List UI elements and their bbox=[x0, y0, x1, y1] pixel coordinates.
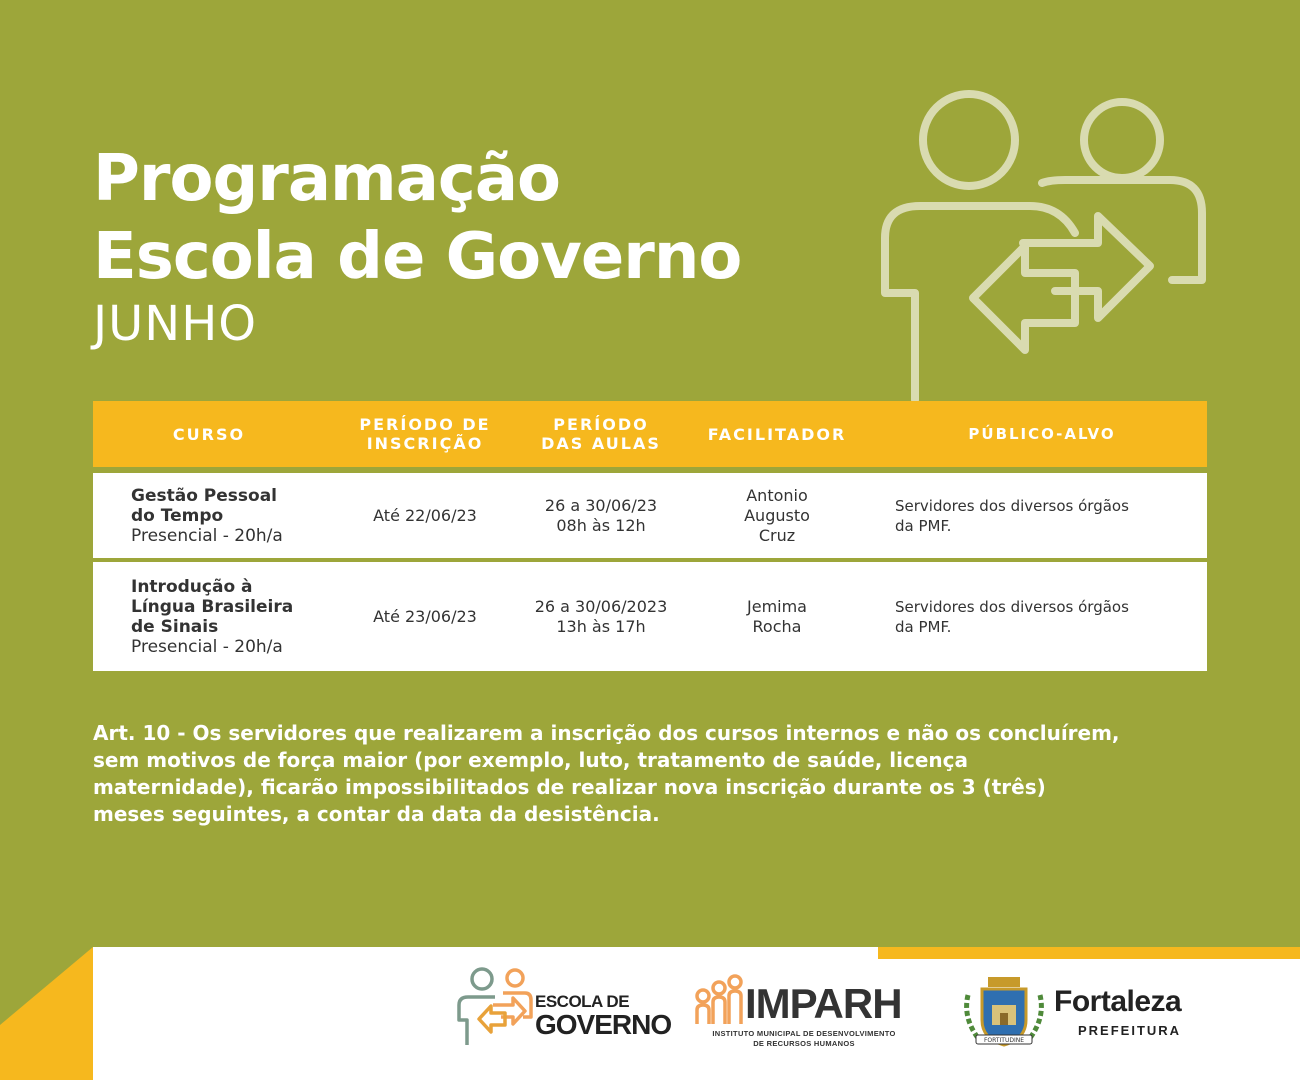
publico-line: da PMF. bbox=[895, 516, 952, 535]
footer-accent-stripe bbox=[878, 947, 1300, 959]
page-title bbox=[93, 140, 741, 296]
facilitador-line: Rocha bbox=[752, 616, 802, 636]
course-cell bbox=[93, 577, 325, 657]
column-header-inscricao bbox=[325, 415, 525, 453]
title-line-2: Escola de Governo bbox=[93, 220, 742, 294]
aulas-hours: 13h às 17h bbox=[556, 616, 646, 636]
column-header-aulas bbox=[525, 415, 677, 453]
month-label: JUNHO bbox=[93, 296, 258, 352]
imparh-logo-subtitle bbox=[693, 1029, 915, 1049]
column-header-inscricao-line-2: INSCRIÇÃO bbox=[366, 434, 484, 453]
imparh-sub-line-2: DE RECURSOS HUMANOS bbox=[753, 1039, 855, 1048]
article-line: maternidade), ficarão impossibilitados de realizar nova inscrição durante os 3 (três) bbox=[93, 775, 1046, 799]
course-name-line: Língua Brasileira bbox=[131, 596, 294, 617]
facilitador-line: Augusto bbox=[744, 505, 810, 525]
publico-cell bbox=[877, 496, 1207, 536]
aulas-cell bbox=[525, 496, 677, 536]
fortaleza-logo-name: Fortaleza bbox=[1054, 985, 1182, 1018]
column-header-inscricao-line-1: PERÍODO DE bbox=[359, 415, 491, 434]
publico-cell bbox=[877, 597, 1207, 637]
table-row bbox=[93, 473, 1207, 558]
publico-line: Servidores dos diversos órgãos bbox=[895, 496, 1129, 515]
course-cell bbox=[93, 486, 325, 546]
aulas-cell bbox=[525, 597, 677, 637]
fortaleza-prefeitura-logo bbox=[960, 975, 1210, 1050]
inscricao-cell: Até 22/06/23 bbox=[373, 505, 477, 525]
escola-logo-line-1: ESCOLA DE bbox=[535, 992, 630, 1011]
course-mode: Presencial - 20h/a bbox=[131, 636, 283, 657]
schedule-table bbox=[93, 401, 1207, 671]
prefeitura-logo-subtitle: PREFEITURA bbox=[1078, 1023, 1182, 1038]
imparh-logo bbox=[693, 972, 915, 1052]
table-row bbox=[93, 562, 1207, 671]
aulas-hours: 08h às 12h bbox=[556, 515, 646, 535]
column-header-aulas-line-2: DAS AULAS bbox=[541, 434, 661, 453]
inscricao-cell: Até 23/06/23 bbox=[373, 606, 477, 626]
article-line: meses seguintes, a contar da data da desistência. bbox=[93, 802, 660, 826]
imparh-people-icon bbox=[693, 974, 745, 1029]
people-exchange-icon bbox=[860, 88, 1220, 408]
fortaleza-seal-icon bbox=[960, 975, 1048, 1050]
course-name-line: Gestão Pessoal bbox=[131, 485, 278, 506]
facilitador-line: Antonio bbox=[746, 485, 808, 505]
course-name-line: Introdução à bbox=[131, 576, 253, 597]
corner-triangle-decoration bbox=[0, 947, 93, 1080]
aulas-dates: 26 a 30/06/2023 bbox=[534, 596, 668, 616]
escola-de-governo-logo bbox=[455, 965, 672, 1050]
escola-logo-text bbox=[535, 993, 671, 1039]
column-header-aulas-line-1: PERÍODO bbox=[553, 415, 649, 434]
publico-line: Servidores dos diversos órgãos bbox=[895, 597, 1129, 616]
course-name-line: do Tempo bbox=[131, 505, 224, 526]
column-header-facilitador: FACILITADOR bbox=[707, 424, 847, 444]
table-header bbox=[93, 401, 1207, 467]
imparh-logo-name: IMPARH bbox=[745, 980, 902, 1027]
publico-line: da PMF. bbox=[895, 617, 952, 636]
facilitador-line: Cruz bbox=[758, 525, 796, 545]
aulas-dates: 26 a 30/06/23 bbox=[544, 495, 658, 515]
escola-logo-line-2: GOVERNO bbox=[535, 1009, 672, 1040]
column-header-publico: PÚBLICO-ALVO bbox=[968, 424, 1116, 443]
course-name-line: de Sinais bbox=[131, 616, 219, 637]
imparh-sub-line-1: INSTITUTO MUNICIPAL DE DESENVOLVIMENTO bbox=[712, 1029, 896, 1038]
course-mode: Presencial - 20h/a bbox=[131, 525, 283, 546]
facilitador-cell bbox=[677, 486, 877, 546]
facilitador-line: Jemima bbox=[747, 596, 807, 616]
article-line: Art. 10 - Os servidores que realizarem a inscrição dos cursos internos e não os concluírem, bbox=[93, 721, 1120, 745]
seal-motto: FORTITUDINE bbox=[983, 1037, 1025, 1044]
facilitador-cell bbox=[677, 597, 877, 637]
title-line-1: Programação bbox=[93, 142, 560, 216]
column-header-curso: CURSO bbox=[172, 424, 246, 444]
article-notice bbox=[93, 720, 1213, 828]
article-line: sem motivos de força maior (por exemplo, luto, tratamento de saúde, licença bbox=[93, 748, 968, 772]
escola-people-icon bbox=[455, 965, 535, 1050]
